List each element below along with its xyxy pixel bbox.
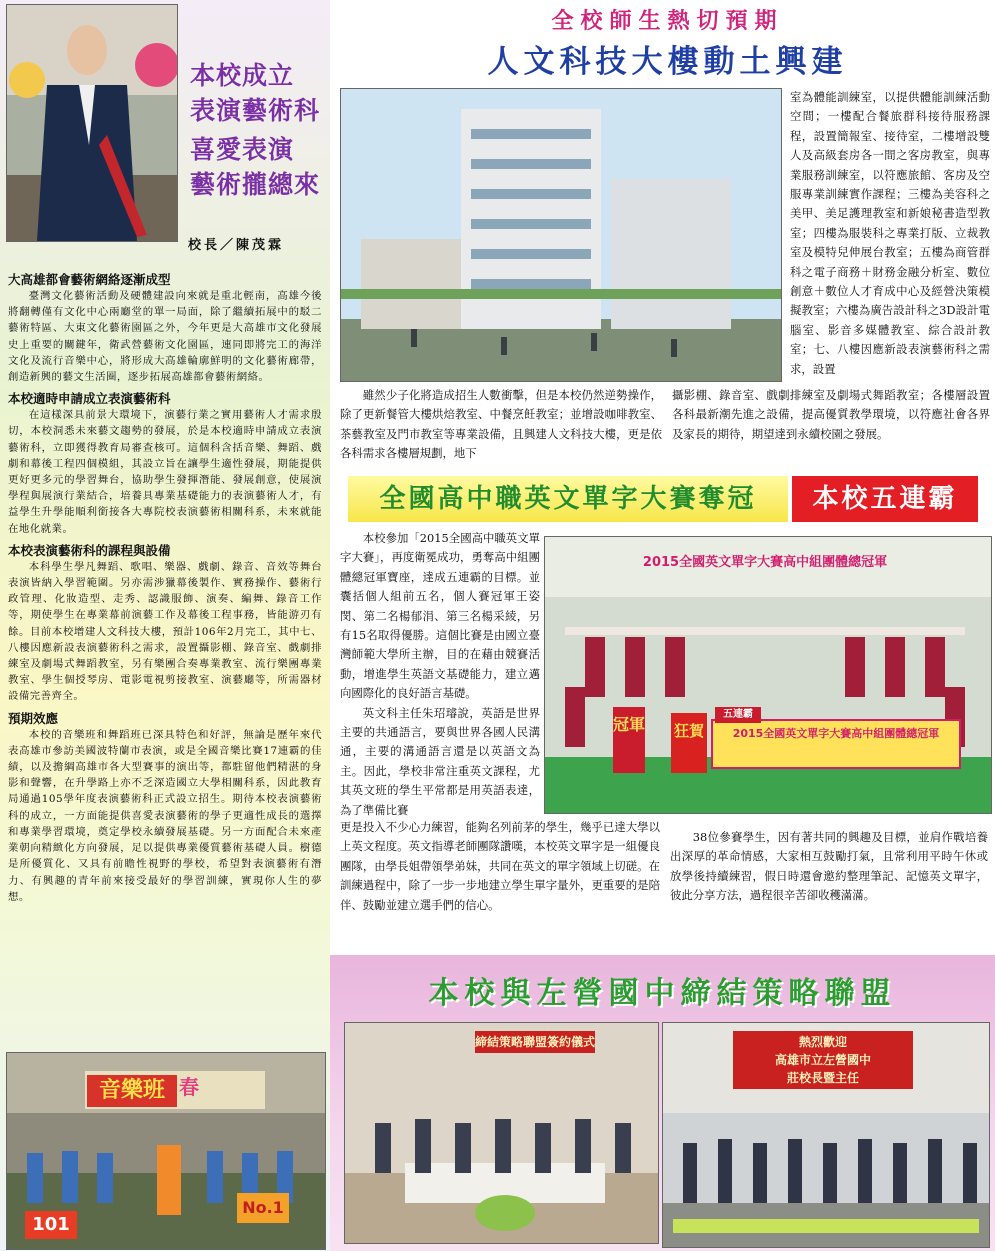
welcome-line-2: 高雄市立左營國中 bbox=[774, 1053, 871, 1067]
building-bottom-right bbox=[672, 386, 990, 444]
building-title: 人文科技大樓動土興建 bbox=[487, 44, 848, 80]
building-kicker: 全校師生熱切預期 bbox=[551, 8, 784, 34]
alliance-right-sign bbox=[733, 1031, 913, 1089]
alliance-photo-right bbox=[662, 1022, 990, 1248]
section-text-2: 在這樣深具前景大環境下，演藝行業之實用藝術人才需求殷切，本校洞悉未來藝文趨勢的發展，於是本校適時申請成立表演藝術科，立即獲得教育局審查核可。這個科含括音樂、舞蹈、戲劇和幕後工程四個模組，其設立旨在讓學生適性發展，期能提供更好更多元的學習舞台，協助學生發揮潛能、發展創意，使展演學程與展演行業結合，培養具專業基礎能力的表演藝術人才，有益學生升學能順利銜接各大專院校表演藝術相關科系，未來就能在地化就業。 bbox=[8, 409, 322, 535]
section-text-3: 本科學生學凡舞蹈、歌唱、樂器、戲劇、錄音、音效等舞台表演皆納入學習範圍。另亦需涉獵幕後製作、實務操作、藝術行政管理、化妝造型、走秀、認識服飾、演奏、編舞、錄音工作等，期使學生在專業幕前演藝工作及幕後工程事務，皆能游刃有餘。目前本校增建人文科技大樓，預計106年2月完工，其中七、八樓因應新設表演藝術科之需求，設置攝影棚、錄音室、戲劇排練室及劇場式舞蹈教室，另有樂團合奏專業教室、流行樂團專業教室、學生個授琴房、電影電視剪接教室、演藝廳等，所需器材設備完善齊全。 bbox=[8, 560, 322, 703]
building-bottom-right-text: 攝影棚、錄音室、戲劇排練室及劇場式舞蹈教室；各樓層設置各科最新潮先進之設備，提高優質教學環境，以符應社會各界及家長的期待，期望達到永續校園之發展。 bbox=[672, 388, 990, 441]
badge-no1: No.1 bbox=[237, 1193, 289, 1223]
alliance-left-sign: 締結策略聯盟簽約儀式 bbox=[475, 1031, 595, 1053]
section-text-1: 臺灣文化藝術活動及硬體建設向來就是重北輕南，高雄今後將翻轉僅有文化中心兩廳堂的單一局面，除了繼續拓展中的駁二藝術特區、大東文化藝術園區之外，今年更是大高雄市文化發展史上重要的關鍵年，衛武營藝術文化園區，連同即將完工的海洋文化及流行音樂中心，將形成大高雄輪廓鮮明的文化藝術廊帶，創造新興的藝文生活圈，逐步拓展高雄都會藝術網絡。 bbox=[8, 290, 322, 384]
lead-line-4: 藝術攏總來 bbox=[190, 170, 321, 199]
lead-line-1: 本校成立 bbox=[190, 61, 295, 90]
lead-line-2: 表演藝術科 bbox=[190, 96, 321, 125]
section-heading-4: 預期效應 bbox=[8, 710, 59, 726]
building-photo bbox=[340, 88, 782, 382]
byline: 校長／陳茂霖 bbox=[188, 238, 285, 253]
section-text-4: 本校的音樂班和舞蹈班已深具特色和好評，無論是歷年來代表高雄市參訪美國波特蘭市表演，或是全國音樂比賽17連霸的佳績，以及擔綱高雄市各大型賽事的演出等，都駐留他們精湛的身影和聲響，在升學路上亦不乏深造國立大學相關科系，因此教育局通過105學年度表演藝術科正式設立招生。期待本校表演藝術科的成立，一方面能提供喜愛表演藝術的學子更適性成長的選擇和專業學習環境，奠定學校永續發展基礎。另一方面配合未來產業朝向精緻化方向發展，足以提供專業優質藝術基礎人員。樹德是所優質化、又具有前瞻性視野的學校，希望對表演藝術有潛力、有興趣的青年前來接受最好的學習訓練，實現你人生的夢想。 bbox=[8, 728, 322, 903]
english-text-wide bbox=[340, 818, 660, 915]
principal-photo-graphic bbox=[7, 5, 177, 241]
building-right-text: 室為體能訓練室，以提供體能訓練活動空間；一樓配合餐旅群科接待服務課程，設置簡報室、接待室，二樓增設雙人及高級套房各一間之客房教室，與專業服務訓練室，以符應旅館、客房及空服專業訓練實作課程；三樓為美容科之美甲、美足護理教室和新娘秘書造型教室；四樓為服裝科之專業打版、立裁教室及模特兒伸展台教室；五樓為商管群科之電子商務＋財務金融分析室、數位創意＋數位人才育成中心及經營決策模擬教室；六樓為廣告設計科之3D設計電腦室、影音多媒體教室、綜合設計教室；七、八樓因應新設表演藝術科之需求，設置 bbox=[790, 90, 990, 376]
english-para-2a: 英文科主任朱玿璿說，英語是世界主要的共通語言，要與世界各國人民溝通，主要的溝通語言還是以英語文為主。因此，學校非常注重英文課程，尤其英文班的學生平常都是用英語表達，為了準備比賽 bbox=[340, 705, 540, 817]
lead-quote bbox=[190, 58, 325, 202]
music-class-photo bbox=[6, 1052, 326, 1250]
english-photo-banner: 2015全國英文單字大賽高中組團體總冠軍 bbox=[642, 555, 888, 570]
english-team-graphic bbox=[545, 537, 991, 813]
welcome-line-1: 熱烈歡迎 bbox=[798, 1035, 847, 1049]
alliance-title: 本校與左營國中締結策略聯盟 bbox=[428, 976, 897, 1011]
english-team-photo bbox=[544, 536, 992, 814]
building-bottom-left bbox=[340, 386, 662, 464]
music-class-sign-2: 春 bbox=[179, 1075, 199, 1099]
left-article bbox=[8, 270, 322, 905]
english-banner-left: 全國高中職英文單字大賽奪冠 bbox=[348, 476, 788, 522]
section-heading-3: 本校表演藝術科的課程與設備 bbox=[8, 542, 171, 558]
badge-101: 101 bbox=[25, 1211, 77, 1239]
building-right-column bbox=[790, 88, 990, 379]
building-bottom-left-text: 雖然少子化將造成招生人數衝擊，但是本校仍然逆勢操作，除了更新餐管大樓烘焙教室、中餐烹飪教室；並增設咖啡教室、茶藝教室及門市教室等專業設備，且興建人文科技大樓，更是依各科需求各樓層規劃，地下 bbox=[340, 388, 662, 461]
english-para-3: 38位參賽學生，因有著共同的興趣及目標，並肩作戰培養出深厚的革命情感，大家相互鼓勵打氣，且常利用平時午休或放學後持續練習，假日時還會邀約整理筆記、記憶英文單字，彼此分享方法，過程很辛苦卻收穫滿滿。 bbox=[670, 830, 988, 903]
section-heading-1: 大高雄都會藝術網絡逐漸成型 bbox=[8, 272, 171, 287]
english-para-2b: 更是投入不少心力練習，能夠名列前茅的學生，幾乎已達大學以上英文程度。英文指導老師團隊讚嘆，本校英文單字是一組優良團隊，由學長姐帶領學弟妹，共同在英文的單字領域上切磋。在訓練過程中，除了一步一步地建立學生單字量外，更重要的是陪伴、鼓勵並建立選手們的信心。 bbox=[340, 820, 660, 912]
english-photo-board-title: 2015全國英文單字大賽高中組團體總冠軍 bbox=[732, 727, 940, 740]
section-heading-2: 本校適時申請成立表演藝術科 bbox=[8, 391, 171, 407]
congrats-board: 狂賀 bbox=[671, 713, 707, 773]
champion-pennant: 冠軍 bbox=[613, 707, 645, 773]
five-time-badge: 五連霸 bbox=[715, 707, 761, 723]
alliance-left-graphic bbox=[345, 1023, 658, 1243]
principal-photo bbox=[6, 4, 178, 242]
welcome-line-3: 莊校長暨主任 bbox=[786, 1071, 859, 1085]
english-banner-right: 本校五連霸 bbox=[792, 476, 978, 522]
alliance-photo-left bbox=[344, 1022, 659, 1244]
building-photo-graphic bbox=[341, 89, 781, 381]
english-photo-board bbox=[711, 719, 961, 769]
english-text-right bbox=[670, 828, 988, 906]
lead-line-3: 喜愛表演 bbox=[190, 135, 295, 164]
english-para-1: 本校參加「2015全國高中職英文單字大賽」，再度衛冕成功，勇奪高中組團體總冠軍寶座，達成五連霸的目標。並囊括個人組前五名，個人賽冠軍王姿閔、第二名楊郁涓、第三名楊采綾，另有15名取得優勝。這個比賽是由國立臺灣師範大學所主辦，目的在藉由競賽活動，增進學生英語文基礎能力，建立邁向國際化的良好語言基礎。 bbox=[340, 531, 540, 701]
music-class-sign: 音樂班 bbox=[87, 1075, 177, 1107]
english-text-column bbox=[340, 529, 540, 820]
